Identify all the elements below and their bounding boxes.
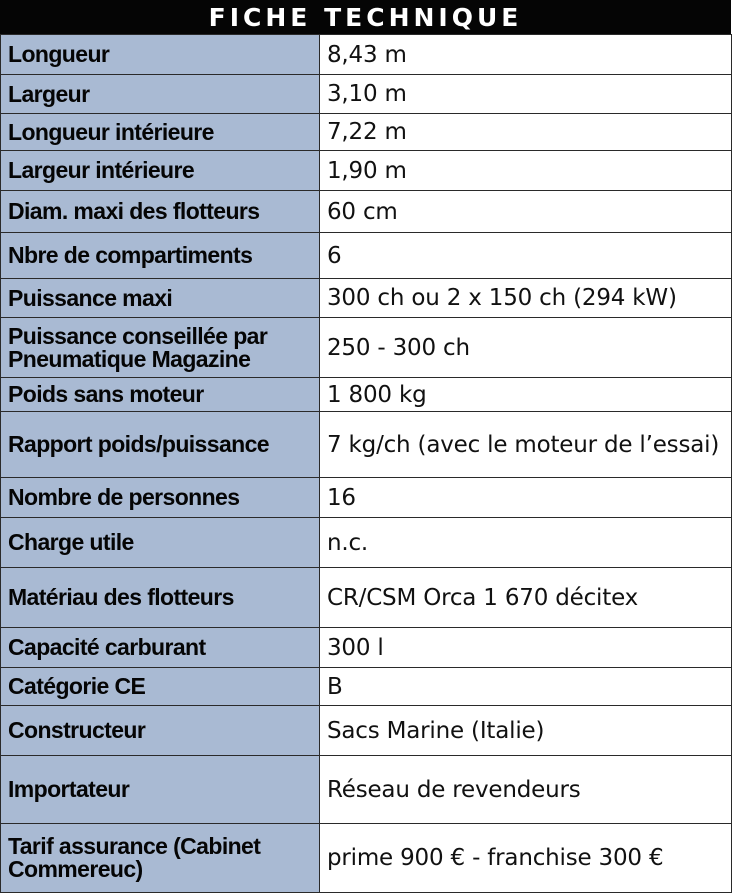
- table-row: [1, 191, 732, 233]
- spec-label: Charge utile: [1, 518, 320, 568]
- table-row: [1, 378, 732, 412]
- table-row: [1, 233, 732, 279]
- spec-value: 3,10 m: [320, 75, 732, 114]
- spec-label: Nombre de personnes: [1, 478, 320, 518]
- table-row: [1, 478, 732, 518]
- table-row: [1, 568, 732, 628]
- spec-value: 250 - 300 ch: [320, 318, 732, 378]
- spec-table: [0, 34, 732, 893]
- spec-value: prime 900 € - franchise 300 €: [320, 824, 732, 893]
- spec-value: 7,22 m: [320, 114, 732, 151]
- spec-value: CR/CSM Orca 1 670 décitex: [320, 568, 732, 628]
- spec-label: Diam. maxi des flotteurs: [1, 191, 320, 233]
- spec-value: Réseau de revendeurs: [320, 756, 732, 824]
- table-row: [1, 756, 732, 824]
- table-row: [1, 279, 732, 318]
- table-row: [1, 114, 732, 151]
- spec-label: Longueur intérieure: [1, 114, 320, 151]
- spec-value: 1 800 kg: [320, 378, 732, 412]
- table-row: [1, 518, 732, 568]
- spec-value: 16: [320, 478, 732, 518]
- spec-value: 7 kg/ch (avec le moteur de l’essai): [320, 412, 732, 478]
- table-row: [1, 35, 732, 75]
- spec-value: 300 ch ou 2 x 150 ch (294 kW): [320, 279, 732, 318]
- spec-label: Rapport poids/puissance: [1, 412, 320, 478]
- spec-value: 1,90 m: [320, 151, 732, 191]
- table-row: [1, 412, 732, 478]
- spec-label: Importateur: [1, 756, 320, 824]
- spec-label: Puissance maxi: [1, 279, 320, 318]
- spec-value: 6: [320, 233, 732, 279]
- spec-value: 300 l: [320, 628, 732, 668]
- spec-label: Catégorie CE: [1, 668, 320, 706]
- spec-value: Sacs Marine (Italie): [320, 706, 732, 756]
- table-row: [1, 75, 732, 114]
- table-row: [1, 628, 732, 668]
- table-row: [1, 668, 732, 706]
- spec-label: Puissance conseillée par Pneumatique Magazine: [1, 318, 320, 378]
- spec-value: 8,43 m: [320, 35, 732, 75]
- spec-label: Constructeur: [1, 706, 320, 756]
- spec-label: Largeur intérieure: [1, 151, 320, 191]
- spec-label: Tarif assurance (Cabinet Commereuc): [1, 824, 320, 893]
- spec-label: Nbre de compartiments: [1, 233, 320, 279]
- spec-label: Capacité carburant: [1, 628, 320, 668]
- spec-label: Poids sans moteur: [1, 378, 320, 412]
- spec-label: Matériau des flotteurs: [1, 568, 320, 628]
- table-row: [1, 318, 732, 378]
- table-row: [1, 824, 732, 893]
- table-row: [1, 706, 732, 756]
- table-row: [1, 151, 732, 191]
- spec-label: Largeur: [1, 75, 320, 114]
- sheet-title: FICHE TECHNIQUE: [0, 0, 731, 34]
- spec-label: Longueur: [1, 35, 320, 75]
- spec-value: B: [320, 668, 732, 706]
- spec-value: 60 cm: [320, 191, 732, 233]
- spec-value: n.c.: [320, 518, 732, 568]
